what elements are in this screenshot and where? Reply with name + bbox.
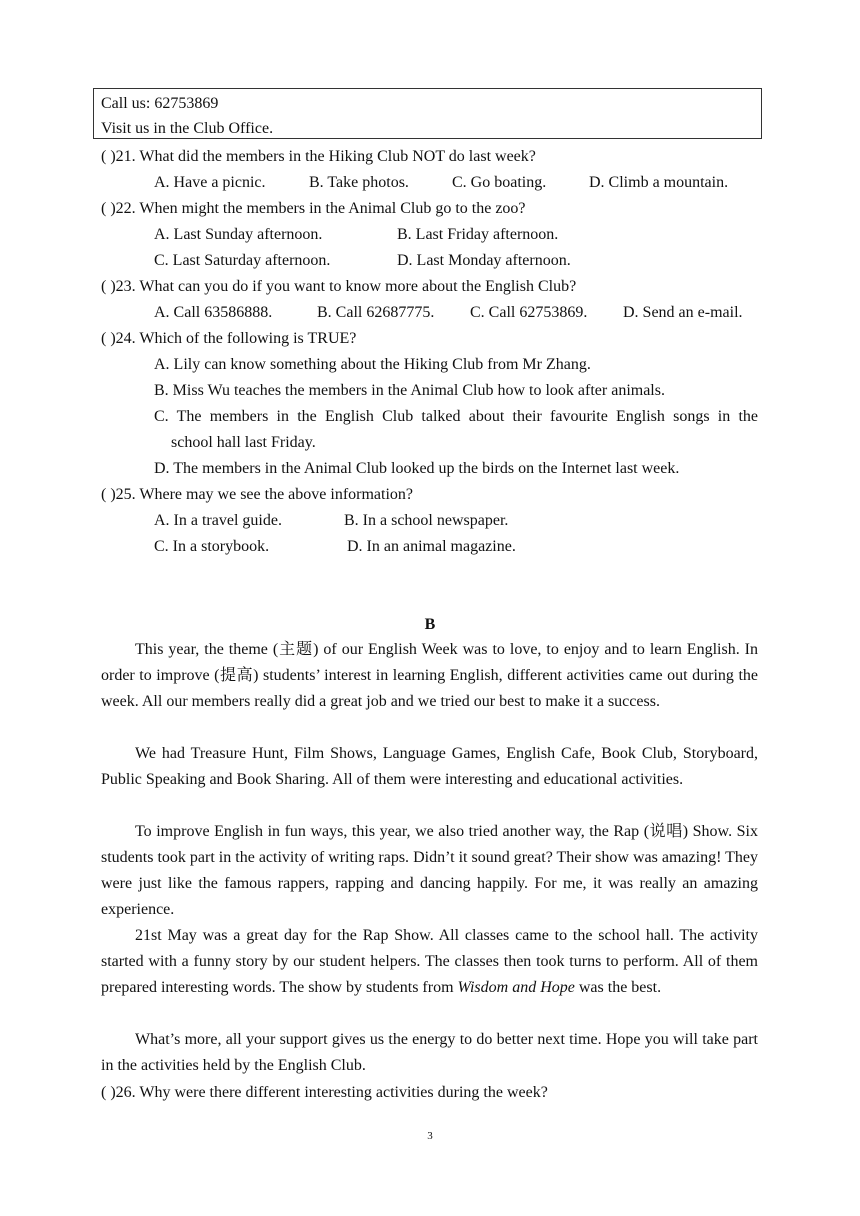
q21-option-d: D. Climb a mountain. <box>589 174 729 191</box>
q24-option-c-cont: school hall last Friday. <box>171 434 316 451</box>
q24-option-d: D. The members in the Animal Club looked up the birds on the Internet last week. <box>154 460 680 477</box>
section-heading: B <box>424 616 436 633</box>
question-24: ( )24. Which of the following is TRUE? <box>101 330 357 347</box>
class-name-italic: Wisdom and Hope <box>457 979 575 996</box>
paragraph-4-start: 21st May was a great day for the Rap Show. All classes came to the school hall. The activity started with a funny story by our student helpers. The classes then took turns to perform. All of them prepared interesting words. The show by students from <box>101 927 758 996</box>
q22-option-c: C. Last Saturday afternoon. <box>154 252 331 269</box>
paragraph-1: This year, the theme (主题) of our English Week was to love, to enjoy and to learn English. In order to improve (提高) students’ interest in learning English, different activities came out during the week. All our members really did a great job and we tried our best to make it a success. <box>101 641 758 710</box>
paragraph-2: We had Treasure Hunt, Film Shows, Language Games, English Cafe, Book Club, Storyboard, Public Speaking and Book Sharing. All of them were interesting and educational activities. <box>101 745 758 788</box>
question-25: ( )25. Where may we see the above information? <box>101 486 414 503</box>
q23-option-a: A. Call 63586888. <box>154 304 273 321</box>
q22-option-d: D. Last Monday afternoon. <box>397 252 571 269</box>
q21-option-c: C. Go boating. <box>452 174 547 191</box>
q22-option-b: B. Last Friday afternoon. <box>397 226 559 243</box>
q24-option-c: C. The members in the English Club talked about their favourite English songs in the <box>154 408 758 425</box>
q21-option-a: A. Have a picnic. <box>154 174 266 191</box>
paragraph-3: To improve English in fun ways, this year, we also tried another way, the Rap (说唱) Show. Six students took part in the activity of writing raps. Didn’t it sound great? Their show was amazing! They were just like the famous rappers, rapping and dancing happily. For me, it was really an amazing experience. <box>101 823 758 918</box>
q25-option-b: B. In a school newspaper. <box>344 512 509 529</box>
question-26: ( )26. Why were there different interesting activities during the week? <box>101 1084 548 1101</box>
paragraph-5: What’s more, all your support gives us the energy to do better next time. Hope you will take part in the activities held by the English Club. <box>101 1031 758 1074</box>
q24-option-a: A. Lily can know something about the Hiking Club from Mr Zhang. <box>154 356 591 373</box>
q23-option-c: C. Call 62753869. <box>470 304 588 321</box>
q23-option-b: B. Call 62687775. <box>317 304 435 321</box>
q25-option-a: A. In a travel guide. <box>154 512 282 529</box>
question-21: ( )21. What did the members in the Hiking Club NOT do last week? <box>101 148 536 165</box>
question-23: ( )23. What can you do if you want to know more about the English Club? <box>101 278 577 295</box>
notice-call: Call us: 62753869 <box>101 95 219 112</box>
question-22: ( )22. When might the members in the Animal Club go to the zoo? <box>101 200 526 217</box>
notice-visit: Visit us in the Club Office. <box>101 120 274 137</box>
paragraph-4 <box>101 923 758 1001</box>
paragraph-4-end: was the best. <box>574 979 662 996</box>
q25-option-d: D. In an animal magazine. <box>347 538 516 555</box>
q24-option-b: B. Miss Wu teaches the members in the Animal Club how to look after animals. <box>154 382 665 399</box>
q23-option-d: D. Send an e-mail. <box>623 304 743 321</box>
page-number: 3 <box>427 1130 433 1142</box>
q21-option-b: B. Take photos. <box>309 174 409 191</box>
q25-option-c: C. In a storybook. <box>154 538 270 555</box>
q22-option-a: A. Last Sunday afternoon. <box>154 226 323 243</box>
